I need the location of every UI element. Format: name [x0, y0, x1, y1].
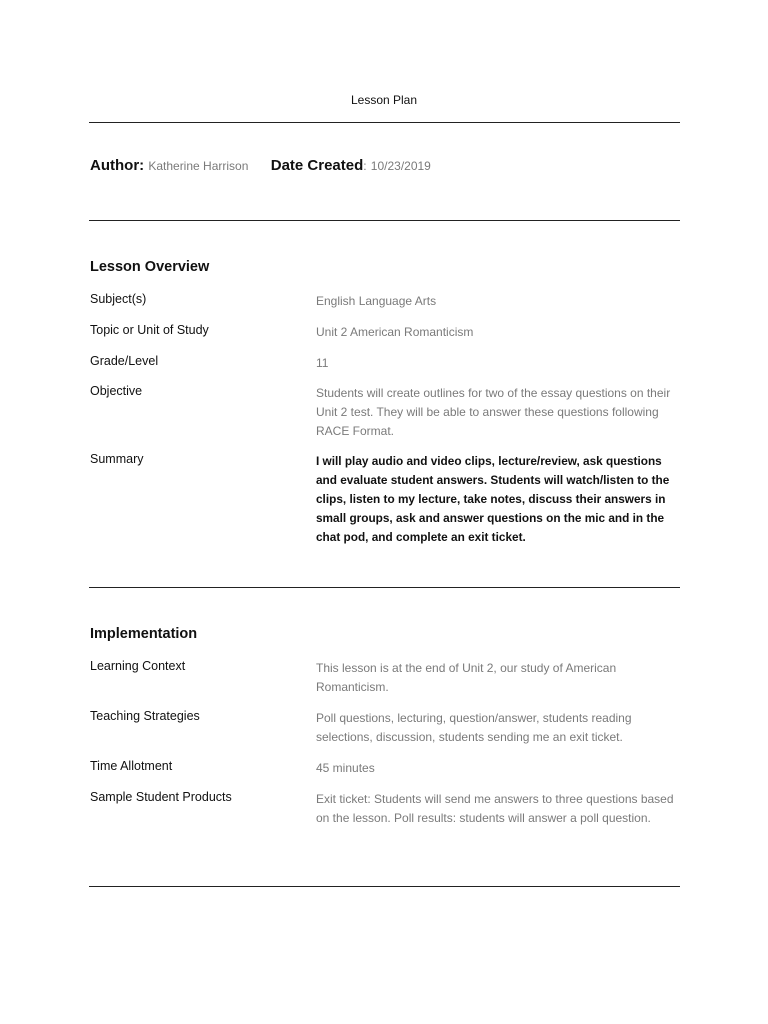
row-value: 45 minutes — [316, 761, 375, 775]
row-label: Subject(s) — [90, 292, 147, 306]
row-value: Students will create outlines for two of the essay questions on their Unit 2 test. They will be able to answer these questions following RACE Format. — [316, 386, 671, 438]
row-label: Time Allotment — [90, 759, 173, 773]
divider-after-meta — [89, 220, 680, 221]
page-title: Lesson Plan — [350, 93, 418, 107]
row-value: English Language Arts — [316, 294, 437, 308]
row-label: Sample Student Products — [90, 790, 232, 804]
date-created-value: 10/23/2019 — [370, 159, 431, 173]
row-label: Objective — [90, 384, 143, 398]
author-label: Author: — [90, 157, 145, 174]
row-label: Teaching Strategies — [90, 709, 200, 723]
date-separator: : — [363, 159, 367, 173]
row-value: Poll questions, lecturing, question/answer, students reading selections, discussion, students sending me an exit ticket. — [316, 711, 632, 744]
row-value: 11 — [316, 356, 329, 370]
row-label: Learning Context — [90, 659, 186, 673]
author-value: Katherine Harrison — [148, 159, 249, 173]
row-value: This lesson is at the end of Unit 2, our study of American Romanticism. — [316, 661, 617, 694]
row-value: Exit ticket: Students will send me answers to three questions based on the lesson. Poll results: students will answer a poll question. — [316, 792, 674, 825]
row-label: Grade/Level — [90, 354, 159, 368]
implementation-heading: Implementation — [90, 626, 198, 642]
row-value: Unit 2 American Romanticism — [316, 325, 474, 339]
divider-top — [89, 122, 680, 123]
date-created-label: Date Created — [270, 157, 364, 174]
row-label: Summary — [90, 452, 144, 466]
row-label: Topic or Unit of Study — [90, 323, 209, 337]
author-line — [90, 157, 431, 174]
divider-bottom — [89, 886, 680, 887]
divider-after-overview — [89, 587, 680, 588]
row-value: I will play audio and video clips, lecture/review, ask questions and evaluate student answers. Students will watch/listen to the clips, listen to my lecture, take notes, discuss their answers in small groups, ask and answer questions on the mic and in the chat pod, and complete an exit ticket. — [316, 454, 670, 544]
lesson-overview-heading: Lesson Overview — [90, 259, 210, 275]
